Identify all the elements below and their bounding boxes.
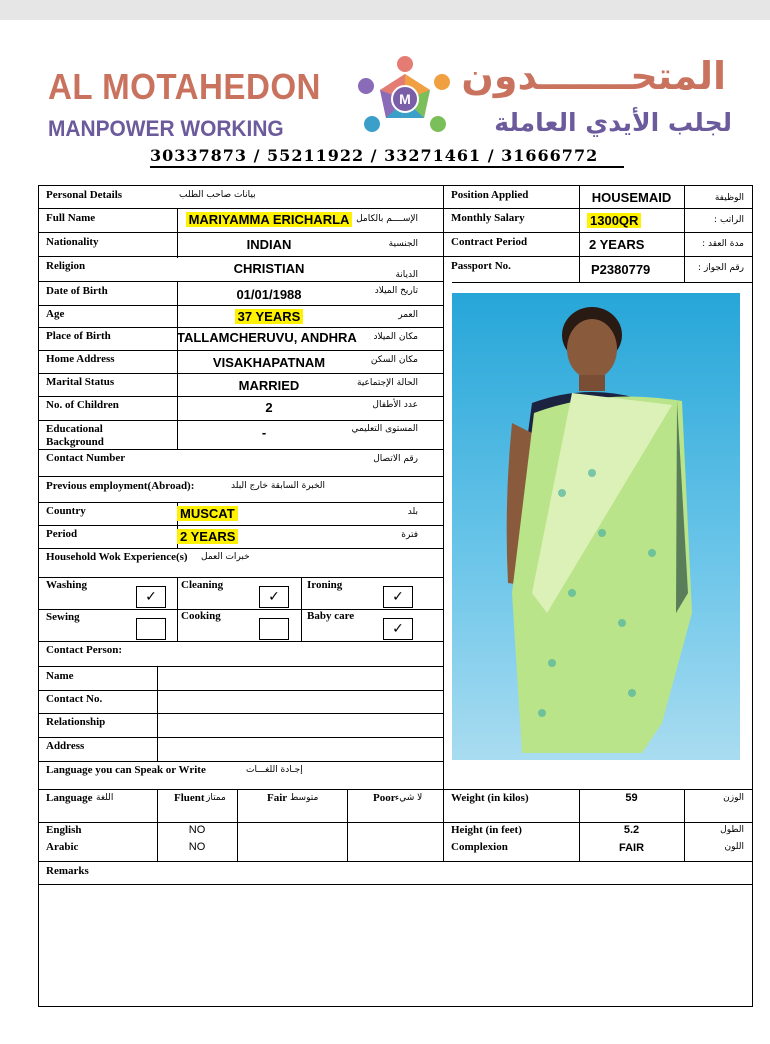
household-title: Household Wok Experience(s) [46,551,188,563]
company-logo-icon [350,52,460,148]
religion-label: Religion [46,260,86,272]
religion-label-arabic: الديانة [395,270,418,280]
skill-cooking-label: Cooking [181,610,221,622]
personal-details-title-arabic: بيانات صاحب الطلب [179,190,256,200]
applicant-figure-icon [452,293,740,760]
household-title-arabic: خبرات العمل [201,552,250,562]
dob-label-arabic: تاريخ الميلاد [374,286,418,296]
nationality-label-arabic: الجنسية [388,239,418,249]
skill-ironing-checkbox[interactable]: ✓ [383,586,413,608]
education-label-arabic: المستوى التعليمي [351,424,418,434]
weight-label: Weight (in kilos) [451,792,529,804]
complexion-value: FAIR [618,842,645,854]
passport-no-label-arabic: رقم الجواز : [698,263,744,273]
full-name-label-arabic: الإســــم بالكامل [356,214,418,224]
application-form [38,185,753,1007]
poor-column-header: Poor [373,792,396,804]
skill-washing-checkbox[interactable]: ✓ [136,586,166,608]
fair-column-header: Fair [267,792,288,804]
contract-period-label-arabic: مدة العقد : [702,239,744,249]
country-label: Country [46,505,86,517]
language-column-header: Language [46,792,93,804]
home-address-value: VISAKHAPATNAM [212,355,326,370]
applicant-photo [452,293,740,760]
previous-employment-title: Previous employment(Abroad): [46,480,195,492]
fluent-column-header-arabic: ممتاز [206,793,226,803]
brand-subtitle-arabic: لجلب الأيدي العاملة [494,108,732,137]
country-value: MUSCAT [177,506,238,521]
nationality-value: INDIAN [246,237,292,252]
country-label-arabic: بلد [407,507,418,517]
position-applied-label: Position Applied [451,189,529,201]
children-label: No. of Children [46,399,119,411]
brand-name-arabic: المتحـــــــدون [461,54,726,98]
place-of-birth-value: TALLAMCHERUVU, ANDHRA [177,330,357,345]
height-label: Height (in feet) [451,824,522,836]
skill-cleaning-checkbox[interactable]: ✓ [259,586,289,608]
complexion-label: Complexion [451,841,508,853]
passport-no-label: Passport No. [451,260,511,272]
dob-label: Date of Birth [46,285,108,297]
position-applied-value: HOUSEMAID [591,190,672,205]
logo-letter: M [399,91,411,107]
contact-address-label: Address [46,740,85,752]
top-bar [0,0,770,20]
nationality-label: Nationality [46,236,99,248]
previous-employment-title-arabic: الخبرة السابقة خارج البلد [231,481,326,491]
height-label-arabic: الطول [720,825,744,835]
period-label: Period [46,528,78,540]
place-of-birth-label: Place of Birth [46,330,111,342]
language-column-header-arabic: اللغة [96,793,114,803]
monthly-salary-label: Monthly Salary [451,212,525,224]
contract-period-value: 2 YEARS [589,237,645,252]
skill-babycare-label: Baby care [307,610,355,622]
contract-period-label: Contract Period [451,236,528,248]
skill-ironing-label: Ironing [307,579,343,591]
period-label-arabic: فترة [401,530,418,540]
age-value: 37 YEARS [235,309,304,324]
fair-column-header-arabic: متوسط [290,793,319,803]
skill-cleaning-label: Cleaning [181,579,224,591]
contact-number-label: Contact Number [46,452,126,464]
skill-cooking-checkbox[interactable] [259,618,289,640]
position-applied-label-arabic: الوظيفة [714,193,744,203]
height-value: 5.2 [623,824,640,836]
brand-name: AL MOTAHEDON [48,66,321,107]
full-name-label: Full Name [46,212,96,224]
contact-name-label: Name [46,670,74,682]
age-label-arabic: العمر [398,310,418,320]
children-label-arabic: عدد الأطفال [372,400,418,410]
marital-status-value: MARRIED [238,378,300,393]
weight-value: 59 [625,792,638,804]
personal-details-title: Personal Details [46,189,123,201]
full-name-value: MARIYAMMA ERICHARLA [186,212,353,227]
relationship-label: Relationship [46,716,106,728]
contact-number-label-arabic: رقم الاتصال [373,454,418,464]
age-label: Age [46,308,65,320]
brand-subtitle: MANPOWER WORKING [48,116,284,141]
language-english-label: English [46,824,82,836]
marital-status-label-arabic: الحالة الإجتماعية [357,378,418,388]
place-of-birth-label-arabic: مكان الميلاد [373,332,418,342]
english-fluent-value: NO [188,824,206,836]
phone-numbers: 30337873 / 55211922 / 33271461 / 31666772 [150,146,624,168]
language-title: Language you can Speak or Write [46,764,206,776]
passport-no-value: P2380779 [591,262,651,277]
poor-column-header-arabic: لا شيء [395,793,423,803]
contact-no-label: Contact No. [46,693,103,705]
dob-value: 01/01/1988 [236,287,302,302]
home-address-label: Home Address [46,353,115,365]
period-value: 2 YEARS [177,529,238,544]
skill-sewing-checkbox[interactable] [136,618,166,640]
home-address-label-arabic: مكان السكن [370,355,418,365]
religion-value: CHRISTIAN [233,261,305,276]
monthly-salary-label-arabic: الراتب : [714,215,744,225]
skill-babycare-checkbox[interactable]: ✓ [383,618,413,640]
contact-person-title: Contact Person: [46,644,123,656]
education-value: - [261,425,267,440]
language-arabic-label: Arabic [46,841,79,853]
remarks-label: Remarks [46,865,89,877]
fluent-column-header: Fluent [174,792,205,804]
skill-washing-label: Washing [46,579,87,591]
marital-status-label: Marital Status [46,376,115,388]
children-value: 2 [265,400,273,415]
education-label: Educational Background [46,423,104,448]
skill-sewing-label: Sewing [46,611,80,623]
weight-label-arabic: الوزن [723,793,744,803]
arabic-fluent-value: NO [188,841,206,853]
monthly-salary-value: 1300QR [587,213,641,228]
language-title-arabic: إجـادة اللغـــات [246,765,303,775]
complexion-label-arabic: اللون [724,842,744,852]
